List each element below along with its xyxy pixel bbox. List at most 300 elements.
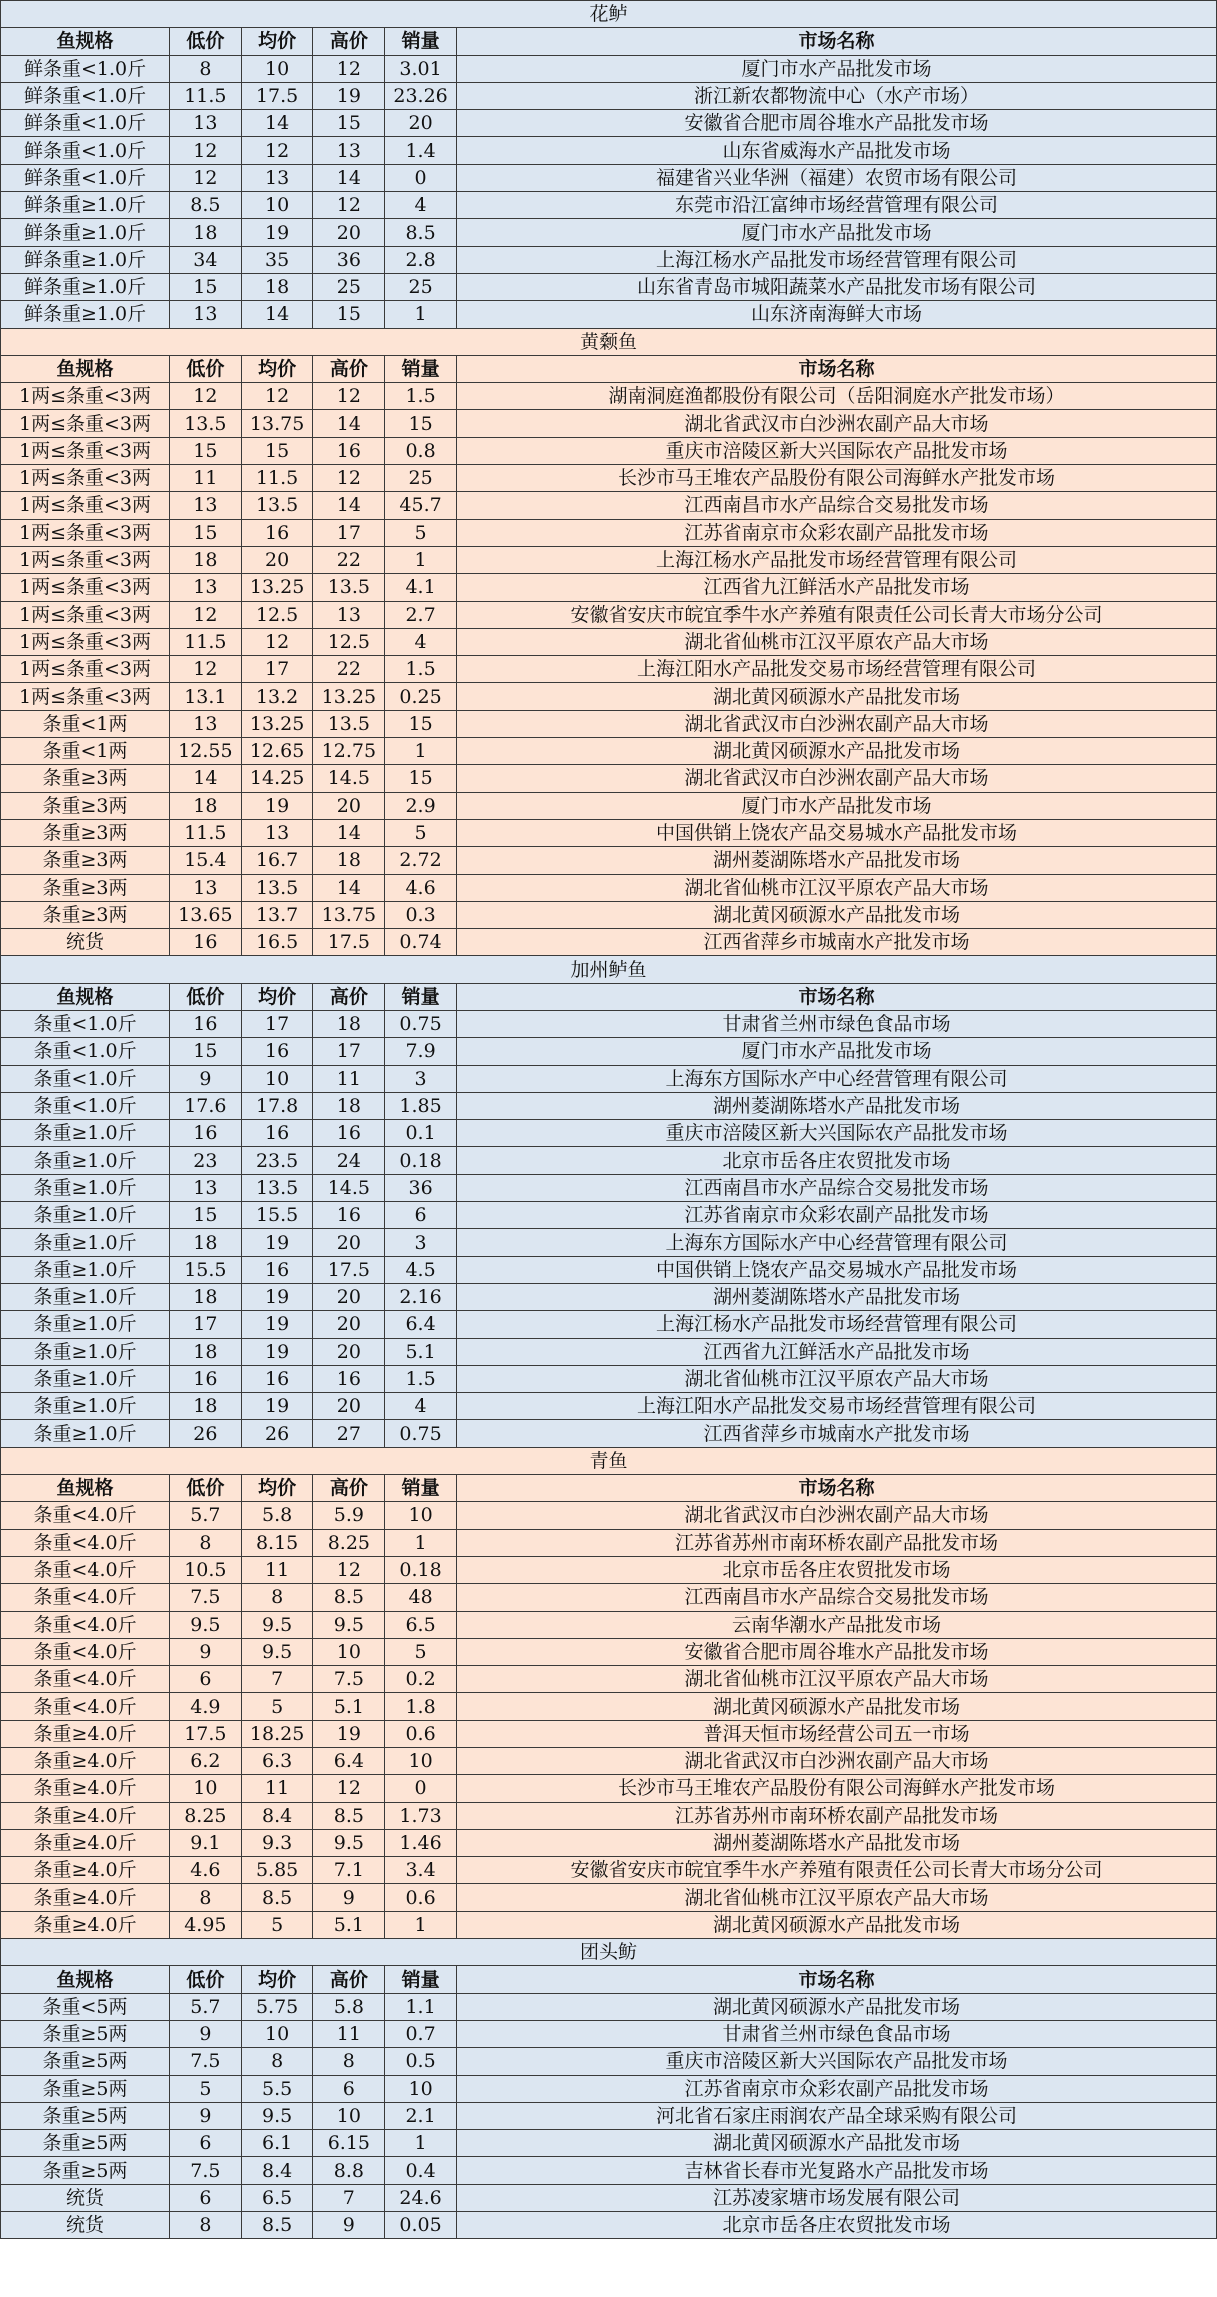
table-cell: 鲜条重≥1.0斤 — [1, 246, 170, 273]
table-cell: 6.4 — [313, 1748, 385, 1775]
table-row — [1, 929, 1217, 956]
table-cell: 19 — [241, 1393, 313, 1420]
table-body — [1, 1, 1217, 2239]
table-cell: 1 — [385, 738, 457, 765]
table-cell: 9.5 — [241, 1611, 313, 1638]
table-cell: 16 — [241, 1038, 313, 1065]
table-cell: 厦门市水产品批发市场 — [456, 792, 1216, 819]
table-cell: 19 — [241, 1229, 313, 1256]
table-row — [1, 1092, 1217, 1119]
table-cell: 安徽省合肥市周谷堆水产品批发市场 — [456, 1638, 1216, 1665]
table-cell: 5.9 — [313, 1502, 385, 1529]
table-cell: 14 — [313, 819, 385, 846]
table-cell: 北京市岳各庄农贸批发市场 — [456, 1556, 1216, 1583]
table-cell: 0.7 — [385, 2020, 457, 2047]
column-header: 鱼规格 — [1, 1966, 170, 1993]
table-cell: 9 — [313, 1884, 385, 1911]
table-cell: 12 — [170, 383, 242, 410]
table-row — [1, 1775, 1217, 1802]
table-cell: 18 — [170, 792, 242, 819]
section-title-row — [1, 328, 1217, 355]
column-header: 高价 — [313, 355, 385, 382]
table-row — [1, 519, 1217, 546]
table-cell: 5 — [385, 1638, 457, 1665]
table-cell: 条重<1两 — [1, 738, 170, 765]
table-cell: 16 — [170, 1120, 242, 1147]
table-cell: 11 — [313, 1065, 385, 1092]
table-cell: 15 — [385, 765, 457, 792]
column-header: 鱼规格 — [1, 983, 170, 1010]
table-cell: 24.6 — [385, 2184, 457, 2211]
table-row — [1, 1884, 1217, 1911]
table-cell: 17.8 — [241, 1092, 313, 1119]
table-cell: 条重<4.0斤 — [1, 1529, 170, 1556]
table-cell: 7.1 — [313, 1857, 385, 1884]
table-cell: 9 — [313, 2212, 385, 2239]
column-header: 市场名称 — [456, 1475, 1216, 1502]
table-cell: 条重<4.0斤 — [1, 1638, 170, 1665]
table-cell: 1.8 — [385, 1693, 457, 1720]
table-cell: 条重≥3两 — [1, 901, 170, 928]
table-cell: 16 — [241, 1256, 313, 1283]
table-cell: 5.1 — [313, 1693, 385, 1720]
table-cell: 条重<4.0斤 — [1, 1502, 170, 1529]
table-cell: 7.5 — [313, 1666, 385, 1693]
table-cell: 条重<1.0斤 — [1, 1065, 170, 1092]
table-cell: 15.5 — [241, 1202, 313, 1229]
table-cell: 7.5 — [170, 1584, 242, 1611]
table-cell: 4.95 — [170, 1911, 242, 1938]
table-cell: 9.5 — [241, 2102, 313, 2129]
table-cell: 12.55 — [170, 738, 242, 765]
table-cell: 45.7 — [385, 492, 457, 519]
table-cell: 鲜条重≥1.0斤 — [1, 219, 170, 246]
table-cell: 6 — [170, 2184, 242, 2211]
table-cell: 35 — [241, 246, 313, 273]
table-row — [1, 1693, 1217, 1720]
table-cell: 长沙市马王堆农产品股份有限公司海鲜水产批发市场 — [456, 465, 1216, 492]
table-row — [1, 110, 1217, 137]
table-cell: 13.5 — [313, 710, 385, 737]
table-cell: 4 — [385, 1393, 457, 1420]
column-header: 销量 — [385, 28, 457, 55]
table-row — [1, 1802, 1217, 1829]
table-cell: 6.5 — [385, 1611, 457, 1638]
table-cell: 条重<1.0斤 — [1, 1092, 170, 1119]
table-cell: 19 — [313, 82, 385, 109]
table-cell: 16.5 — [241, 929, 313, 956]
column-header: 销量 — [385, 1966, 457, 1993]
column-header: 均价 — [241, 28, 313, 55]
table-row — [1, 1229, 1217, 1256]
table-cell: 8.5 — [241, 1884, 313, 1911]
table-row — [1, 1338, 1217, 1365]
table-cell: 2.9 — [385, 792, 457, 819]
table-cell: 江苏省南京市众彩农副产品批发市场 — [456, 2075, 1216, 2102]
table-cell: 14 — [313, 492, 385, 519]
table-cell: 13.5 — [241, 874, 313, 901]
table-cell: 15 — [170, 1038, 242, 1065]
table-cell: 湖北黄冈硕源水产品批发市场 — [456, 1693, 1216, 1720]
table-cell: 36 — [385, 1174, 457, 1201]
table-cell: 6.15 — [313, 2130, 385, 2157]
table-cell: 13.25 — [313, 683, 385, 710]
column-header: 高价 — [313, 1475, 385, 1502]
table-cell: 15 — [385, 710, 457, 737]
table-cell: 统货 — [1, 929, 170, 956]
table-cell: 0.8 — [385, 437, 457, 464]
table-cell: 1两≤条重<3两 — [1, 410, 170, 437]
table-cell: 江苏凌家塘市场发展有限公司 — [456, 2184, 1216, 2211]
section-title-row — [1, 1939, 1217, 1966]
column-header: 市场名称 — [456, 1966, 1216, 1993]
table-cell: 10 — [313, 1638, 385, 1665]
table-cell: 条重≥4.0斤 — [1, 1829, 170, 1856]
table-cell: 17.5 — [241, 82, 313, 109]
table-cell: 江苏省南京市众彩农副产品批发市场 — [456, 1202, 1216, 1229]
table-cell: 江西省萍乡市城南水产批发市场 — [456, 929, 1216, 956]
table-cell: 5.1 — [313, 1911, 385, 1938]
table-cell: 16 — [313, 437, 385, 464]
table-cell: 条重≥4.0斤 — [1, 1884, 170, 1911]
table-cell: 20 — [313, 219, 385, 246]
table-cell: 14 — [313, 164, 385, 191]
table-cell: 8.5 — [385, 219, 457, 246]
table-cell: 13 — [313, 137, 385, 164]
table-cell: 1两≤条重<3两 — [1, 628, 170, 655]
table-cell: 1两≤条重<3两 — [1, 465, 170, 492]
table-cell: 条重≥4.0斤 — [1, 1802, 170, 1829]
section-title-row — [1, 956, 1217, 983]
table-cell: 条重≥1.0斤 — [1, 1120, 170, 1147]
table-cell: 16 — [241, 519, 313, 546]
table-row — [1, 1748, 1217, 1775]
table-cell: 1两≤条重<3两 — [1, 656, 170, 683]
table-cell: 2.16 — [385, 1283, 457, 1310]
table-cell: 1.73 — [385, 1802, 457, 1829]
table-cell: 13 — [170, 110, 242, 137]
table-cell: 17.6 — [170, 1092, 242, 1119]
table-cell: 1.1 — [385, 1993, 457, 2020]
table-cell: 12 — [313, 55, 385, 82]
column-header: 均价 — [241, 1966, 313, 1993]
table-cell: 18 — [170, 1229, 242, 1256]
table-cell: 17.5 — [170, 1720, 242, 1747]
table-cell: 18.25 — [241, 1720, 313, 1747]
table-cell: 4.9 — [170, 1693, 242, 1720]
table-cell: 条重≥1.0斤 — [1, 1420, 170, 1447]
table-cell: 10.5 — [170, 1556, 242, 1583]
table-cell: 东莞市沿江富绅市场经营管理有限公司 — [456, 192, 1216, 219]
table-cell: 山东济南海鲜大市场 — [456, 301, 1216, 328]
table-cell: 0.05 — [385, 2212, 457, 2239]
table-cell: 13.2 — [241, 683, 313, 710]
table-cell: 14.5 — [313, 765, 385, 792]
table-cell: 4.6 — [385, 874, 457, 901]
table-cell: 统货 — [1, 2184, 170, 2211]
table-cell: 1 — [385, 1911, 457, 1938]
table-cell: 17.5 — [313, 1256, 385, 1283]
table-cell: 湖北黄冈硕源水产品批发市场 — [456, 683, 1216, 710]
column-header-row — [1, 28, 1217, 55]
table-cell: 0.25 — [385, 683, 457, 710]
table-cell: 上海江阳水产品批发交易市场经营管理有限公司 — [456, 656, 1216, 683]
table-cell: 条重<1两 — [1, 710, 170, 737]
table-row — [1, 2184, 1217, 2211]
table-cell: 11 — [170, 465, 242, 492]
table-cell: 条重≥1.0斤 — [1, 1365, 170, 1392]
table-cell: 5 — [241, 1911, 313, 1938]
table-cell: 20 — [385, 110, 457, 137]
table-row — [1, 1038, 1217, 1065]
table-cell: 25 — [385, 273, 457, 300]
table-cell: 重庆市涪陵区新大兴国际农产品批发市场 — [456, 437, 1216, 464]
table-cell: 13 — [170, 710, 242, 737]
table-cell: 17.5 — [313, 929, 385, 956]
table-cell: 10 — [241, 55, 313, 82]
table-cell: 15 — [170, 1202, 242, 1229]
table-cell: 9.5 — [313, 1611, 385, 1638]
table-cell: 3.4 — [385, 1857, 457, 1884]
table-row — [1, 874, 1217, 901]
table-cell: 23.5 — [241, 1147, 313, 1174]
table-cell: 14 — [313, 874, 385, 901]
section-title: 团头鲂 — [1, 1939, 1217, 1966]
table-cell: 条重≥5两 — [1, 2130, 170, 2157]
table-cell: 湖北省仙桃市江汉平原农产品大市场 — [456, 628, 1216, 655]
table-cell: 2.1 — [385, 2102, 457, 2129]
table-cell: 20 — [313, 1338, 385, 1365]
table-cell: 湖北省仙桃市江汉平原农产品大市场 — [456, 1666, 1216, 1693]
column-header: 市场名称 — [456, 983, 1216, 1010]
table-row — [1, 301, 1217, 328]
table-cell: 25 — [385, 465, 457, 492]
column-header: 均价 — [241, 1475, 313, 1502]
table-cell: 江苏省苏州市南环桥农副产品批发市场 — [456, 1529, 1216, 1556]
table-cell: 27 — [313, 1420, 385, 1447]
table-cell: 16 — [313, 1202, 385, 1229]
table-cell: 安徽省安庆市皖宜季牛水产养殖有限责任公司长青大市场分公司 — [456, 601, 1216, 628]
table-cell: 湖州菱湖陈塔水产品批发市场 — [456, 1829, 1216, 1856]
table-cell: 5.5 — [241, 2075, 313, 2102]
table-cell: 8 — [170, 1884, 242, 1911]
table-cell: 8.4 — [241, 1802, 313, 1829]
table-cell: 12 — [313, 1775, 385, 1802]
table-cell: 重庆市涪陵区新大兴国际农产品批发市场 — [456, 2048, 1216, 2075]
table-cell: 北京市岳各庄农贸批发市场 — [456, 2212, 1216, 2239]
section-title: 花鲈 — [1, 1, 1217, 28]
table-cell: 山东省威海水产品批发市场 — [456, 137, 1216, 164]
column-header: 低价 — [170, 355, 242, 382]
table-cell: 条重≥3两 — [1, 792, 170, 819]
table-cell: 12 — [170, 601, 242, 628]
table-row — [1, 847, 1217, 874]
section-title: 青鱼 — [1, 1447, 1217, 1474]
column-header: 高价 — [313, 1966, 385, 1993]
table-cell: 9 — [170, 1638, 242, 1665]
table-cell: 鲜条重≥1.0斤 — [1, 273, 170, 300]
section-title: 黄颡鱼 — [1, 328, 1217, 355]
table-cell: 17 — [170, 1311, 242, 1338]
table-cell: 13 — [170, 492, 242, 519]
table-cell: 6.1 — [241, 2130, 313, 2157]
table-row — [1, 82, 1217, 109]
table-row — [1, 55, 1217, 82]
table-cell: 江苏省苏州市南环桥农副产品批发市场 — [456, 1802, 1216, 1829]
table-cell: 13.5 — [170, 410, 242, 437]
column-header: 低价 — [170, 1966, 242, 1993]
table-cell: 1 — [385, 301, 457, 328]
table-cell: 16 — [241, 1365, 313, 1392]
table-cell: 19 — [241, 792, 313, 819]
table-cell: 12 — [170, 164, 242, 191]
table-row — [1, 1311, 1217, 1338]
table-row — [1, 574, 1217, 601]
table-cell: 湖北黄冈硕源水产品批发市场 — [456, 2130, 1216, 2157]
table-cell: 条重≥4.0斤 — [1, 1857, 170, 1884]
section-title-row — [1, 1, 1217, 28]
table-row — [1, 2102, 1217, 2129]
table-cell: 19 — [313, 1720, 385, 1747]
table-cell: 8 — [170, 2212, 242, 2239]
table-cell: 13.25 — [241, 710, 313, 737]
table-row — [1, 765, 1217, 792]
table-cell: 条重≥3两 — [1, 874, 170, 901]
table-cell: 中国供销上饶农产品交易城水产品批发市场 — [456, 819, 1216, 846]
table-cell: 北京市岳各庄农贸批发市场 — [456, 1147, 1216, 1174]
table-cell: 8 — [170, 1529, 242, 1556]
table-cell: 上海江阳水产品批发交易市场经营管理有限公司 — [456, 1393, 1216, 1420]
table-cell: 1.85 — [385, 1092, 457, 1119]
table-cell: 13 — [241, 819, 313, 846]
table-cell: 5.8 — [241, 1502, 313, 1529]
table-cell: 23 — [170, 1147, 242, 1174]
table-cell: 条重≥4.0斤 — [1, 1911, 170, 1938]
table-cell: 8.25 — [170, 1802, 242, 1829]
table-cell: 6.5 — [241, 2184, 313, 2211]
table-row — [1, 1065, 1217, 1092]
table-cell: 湖北黄冈硕源水产品批发市场 — [456, 738, 1216, 765]
column-header: 鱼规格 — [1, 28, 170, 55]
table-cell: 湖北省仙桃市江汉平原农产品大市场 — [456, 874, 1216, 901]
table-cell: 13 — [170, 874, 242, 901]
table-cell: 12 — [313, 465, 385, 492]
table-cell: 8 — [170, 55, 242, 82]
table-cell: 河北省石家庄雨润农产品全球采购有限公司 — [456, 2102, 1216, 2129]
table-row — [1, 1420, 1217, 1447]
table-cell: 安徽省安庆市皖宜季牛水产养殖有限责任公司长青大市场分公司 — [456, 1857, 1216, 1884]
table-cell: 5 — [241, 1693, 313, 1720]
table-cell: 11 — [241, 1775, 313, 1802]
table-cell: 湖北省仙桃市江汉平原农产品大市场 — [456, 1365, 1216, 1392]
table-cell: 4.5 — [385, 1256, 457, 1283]
table-cell: 条重<4.0斤 — [1, 1693, 170, 1720]
table-cell: 条重<1.0斤 — [1, 1010, 170, 1037]
table-cell: 12 — [241, 137, 313, 164]
table-cell: 13 — [170, 301, 242, 328]
column-header: 低价 — [170, 28, 242, 55]
table-row — [1, 1720, 1217, 1747]
table-row — [1, 492, 1217, 519]
table-cell: 13 — [241, 164, 313, 191]
table-cell: 统货 — [1, 2212, 170, 2239]
table-cell: 厦门市水产品批发市场 — [456, 219, 1216, 246]
table-cell: 鲜条重≥1.0斤 — [1, 301, 170, 328]
table-row — [1, 1502, 1217, 1529]
table-row — [1, 1147, 1217, 1174]
table-cell: 12 — [170, 656, 242, 683]
table-cell: 13.5 — [241, 492, 313, 519]
table-cell: 12 — [313, 383, 385, 410]
table-cell: 2.7 — [385, 601, 457, 628]
table-cell: 15 — [170, 273, 242, 300]
table-cell: 16 — [313, 1365, 385, 1392]
table-cell: 18 — [313, 1010, 385, 1037]
column-header-row — [1, 983, 1217, 1010]
table-cell: 条重<1.0斤 — [1, 1038, 170, 1065]
table-cell: 10 — [241, 1065, 313, 1092]
table-cell: 鲜条重<1.0斤 — [1, 137, 170, 164]
table-cell: 条重≥4.0斤 — [1, 1748, 170, 1775]
table-cell: 条重≥4.0斤 — [1, 1720, 170, 1747]
table-cell: 17 — [241, 656, 313, 683]
table-cell: 条重≥5两 — [1, 2102, 170, 2129]
table-row — [1, 2075, 1217, 2102]
table-row — [1, 137, 1217, 164]
table-row — [1, 1393, 1217, 1420]
column-header-row — [1, 355, 1217, 382]
table-cell: 13.75 — [241, 410, 313, 437]
table-cell: 12 — [241, 628, 313, 655]
table-cell: 12.75 — [313, 738, 385, 765]
table-row — [1, 710, 1217, 737]
table-cell: 浙江新农都物流中心（水产市场） — [456, 82, 1216, 109]
table-cell: 8 — [241, 2048, 313, 2075]
table-cell: 条重≥4.0斤 — [1, 1775, 170, 1802]
table-cell: 34 — [170, 246, 242, 273]
table-row — [1, 738, 1217, 765]
table-row — [1, 383, 1217, 410]
table-cell: 13.5 — [313, 574, 385, 601]
table-row — [1, 2020, 1217, 2047]
table-cell: 上海江杨水产品批发市场经营管理有限公司 — [456, 246, 1216, 273]
column-header: 低价 — [170, 983, 242, 1010]
table-cell: 15.5 — [170, 1256, 242, 1283]
table-cell: 12 — [241, 383, 313, 410]
table-cell: 18 — [313, 847, 385, 874]
table-cell: 6.3 — [241, 1748, 313, 1775]
table-cell: 中国供销上饶农产品交易城水产品批发市场 — [456, 1256, 1216, 1283]
table-cell: 9 — [170, 2102, 242, 2129]
table-cell: 0.75 — [385, 1010, 457, 1037]
table-cell: 17 — [313, 519, 385, 546]
table-row — [1, 1857, 1217, 1884]
table-cell: 湖北黄冈硕源水产品批发市场 — [456, 1911, 1216, 1938]
table-cell: 湖州菱湖陈塔水产品批发市场 — [456, 847, 1216, 874]
table-row — [1, 246, 1217, 273]
table-cell: 12.5 — [241, 601, 313, 628]
table-cell: 16 — [170, 1010, 242, 1037]
table-cell: 1.4 — [385, 137, 457, 164]
table-cell: 0.5 — [385, 2048, 457, 2075]
table-cell: 22 — [313, 546, 385, 573]
table-row — [1, 465, 1217, 492]
table-cell: 上海东方国际水产中心经营管理有限公司 — [456, 1065, 1216, 1092]
table-cell: 0.6 — [385, 1720, 457, 1747]
table-cell: 条重<4.0斤 — [1, 1556, 170, 1583]
table-row — [1, 437, 1217, 464]
table-cell: 湖州菱湖陈塔水产品批发市场 — [456, 1283, 1216, 1310]
